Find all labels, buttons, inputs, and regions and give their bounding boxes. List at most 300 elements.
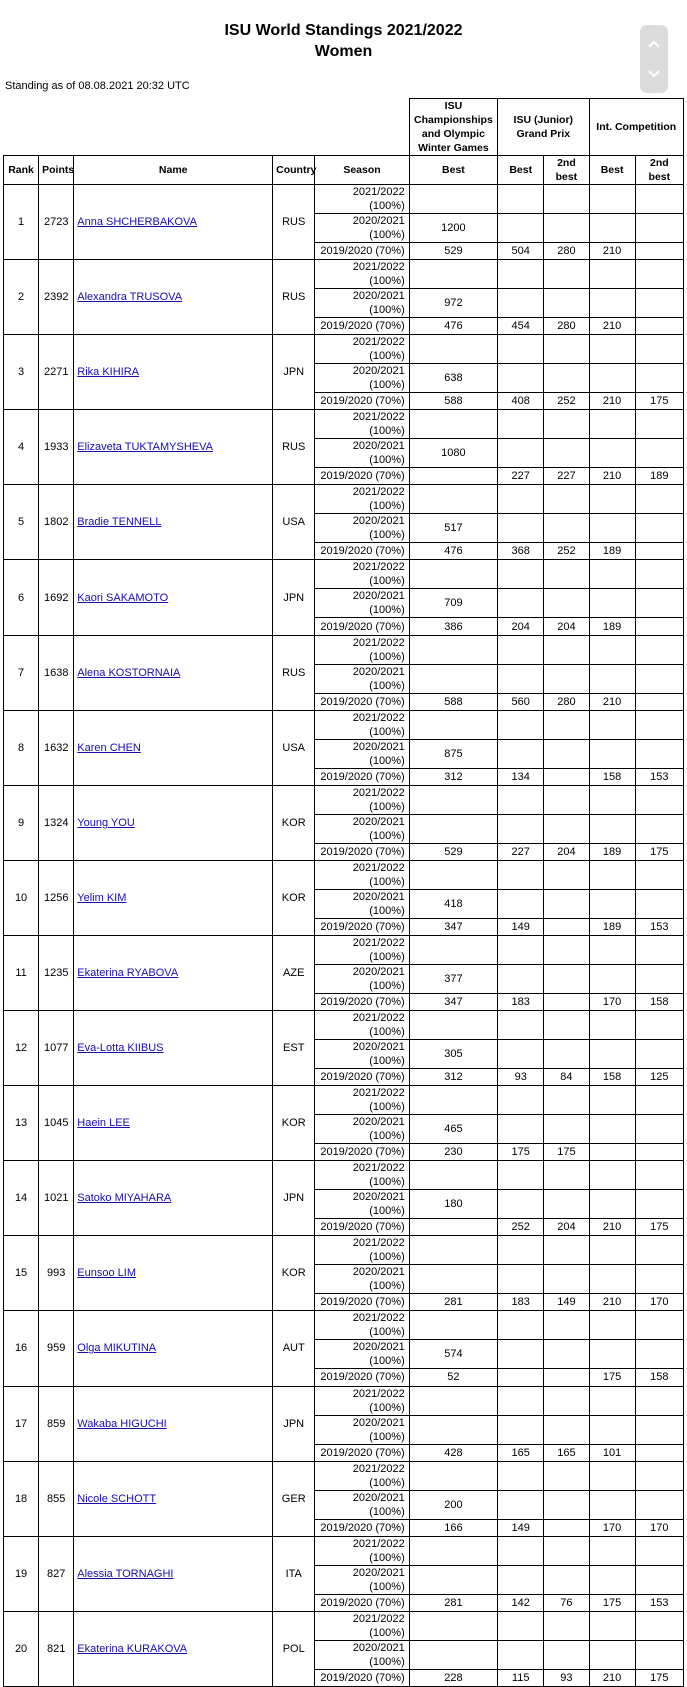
name-cell[interactable] <box>74 635 273 710</box>
season-cell: 2019/2020 (70%) <box>315 1594 409 1611</box>
name-cell[interactable] <box>74 1461 273 1536</box>
ic-best-cell <box>589 439 635 468</box>
name-cell[interactable] <box>74 935 273 1010</box>
header-points: Points <box>39 156 74 185</box>
table-row <box>4 1086 684 1115</box>
gp-2nd-cell: 280 <box>544 318 589 335</box>
ic-best-cell <box>589 785 635 814</box>
champ-best-cell: 347 <box>409 918 497 935</box>
table-row <box>4 1536 684 1565</box>
skater-name-link[interactable]: Elizaveta TUKTAMYSHEVA <box>77 441 213 454</box>
gp-2nd-cell <box>544 993 589 1010</box>
ic-2nd-cell: 170 <box>635 1519 683 1536</box>
champ-best-cell <box>409 1086 497 1115</box>
gp-2nd-cell <box>544 1236 589 1265</box>
points-cell: 1021 <box>39 1161 74 1236</box>
rank-cell: 6 <box>4 560 39 635</box>
champ-best-cell <box>409 185 497 214</box>
skater-name-link[interactable]: Wakaba HIGUCHI <box>77 1417 167 1430</box>
skater-name-link[interactable]: Rika KIHIRA <box>77 366 140 379</box>
champ-best-cell <box>409 1461 497 1490</box>
ic-2nd-cell <box>635 1340 683 1369</box>
skater-name-link[interactable]: Anna SHCHERBAKOVA <box>77 216 197 229</box>
name-cell[interactable] <box>74 1086 273 1161</box>
gp-2nd-cell <box>544 1461 589 1490</box>
country-cell: JPN <box>273 1161 315 1236</box>
gp-2nd-cell <box>544 1386 589 1415</box>
rank-cell: 20 <box>4 1611 39 1686</box>
ic-best-cell: 189 <box>589 843 635 860</box>
ic-2nd-cell <box>635 560 683 589</box>
gp-2nd-cell <box>544 335 589 364</box>
gp-best-cell <box>498 814 544 843</box>
skater-name-link[interactable]: Olga MIKUTINA <box>77 1342 157 1355</box>
ic-2nd-cell <box>635 814 683 843</box>
gp-2nd-cell <box>544 1161 589 1190</box>
champ-best-cell: 180 <box>409 1190 497 1219</box>
points-cell: 2392 <box>39 260 74 335</box>
header-season: Season <box>315 156 409 185</box>
champ-best-cell: 200 <box>409 1490 497 1519</box>
gp-2nd-cell <box>544 1415 589 1444</box>
gp-2nd-cell: 165 <box>544 1444 589 1461</box>
country-cell: USA <box>273 710 315 785</box>
ic-2nd-cell <box>635 1115 683 1144</box>
ic-best-cell: 210 <box>589 693 635 710</box>
ic-2nd-cell: 125 <box>635 1069 683 1086</box>
ic-2nd-cell <box>635 1311 683 1340</box>
season-cell: 2020/2021 (100%) <box>315 1490 409 1519</box>
gp-best-cell <box>498 364 544 393</box>
gp-2nd-cell: 84 <box>544 1069 589 1086</box>
ic-2nd-cell <box>635 1444 683 1461</box>
gp-best-cell: 165 <box>498 1444 544 1461</box>
ic-2nd-cell <box>635 1536 683 1565</box>
season-cell: 2021/2022 (100%) <box>315 260 409 289</box>
gp-2nd-cell <box>544 1369 589 1386</box>
ic-2nd-cell <box>635 1490 683 1519</box>
name-cell[interactable] <box>74 1011 273 1086</box>
name-cell[interactable] <box>74 1311 273 1386</box>
rank-cell: 14 <box>4 1161 39 1236</box>
gp-2nd-cell: 76 <box>544 1594 589 1611</box>
gp-best-cell <box>498 785 544 814</box>
ic-2nd-cell <box>635 364 683 393</box>
skater-name-link[interactable]: Satoko MIYAHARA <box>77 1192 172 1205</box>
champ-best-cell: 529 <box>409 243 497 260</box>
points-cell: 2271 <box>39 335 74 410</box>
gp-2nd-cell <box>544 710 589 739</box>
season-cell: 2020/2021 (100%) <box>315 439 409 468</box>
rank-cell: 13 <box>4 1086 39 1161</box>
skater-name-link[interactable]: Alexandra TRUSOVA <box>77 291 183 304</box>
ic-2nd-cell <box>635 410 683 439</box>
title-main: ISU World Standings 2021/2022 <box>224 22 463 39</box>
gp-2nd-cell <box>544 1115 589 1144</box>
gp-best-cell: 149 <box>498 1519 544 1536</box>
name-cell[interactable] <box>74 860 273 935</box>
ic-best-cell <box>589 260 635 289</box>
country-cell: JPN <box>273 560 315 635</box>
ic-2nd-cell: 189 <box>635 468 683 485</box>
champ-best-cell: 588 <box>409 693 497 710</box>
ic-best-cell <box>589 514 635 543</box>
rank-cell: 3 <box>4 335 39 410</box>
season-cell: 2020/2021 (100%) <box>315 1640 409 1669</box>
points-cell: 1256 <box>39 860 74 935</box>
gp-best-cell <box>498 889 544 918</box>
rank-cell: 9 <box>4 785 39 860</box>
ic-2nd-cell <box>635 1011 683 1040</box>
champ-best-cell: 52 <box>409 1369 497 1386</box>
gp-best-cell <box>498 1536 544 1565</box>
table-row <box>4 485 684 514</box>
season-cell: 2021/2022 (100%) <box>315 1536 409 1565</box>
points-cell: 993 <box>39 1236 74 1311</box>
ic-2nd-cell <box>635 664 683 693</box>
points-cell: 1692 <box>39 560 74 635</box>
champ-best-cell <box>409 935 497 964</box>
ic-best-cell <box>589 1415 635 1444</box>
country-cell: RUS <box>273 185 315 260</box>
champ-best-cell: 386 <box>409 618 497 635</box>
rank-cell: 11 <box>4 935 39 1010</box>
table-row <box>4 635 684 664</box>
header-championships: ISU Championships and Olympic Winter Games <box>409 99 497 156</box>
ic-best-cell: 158 <box>589 768 635 785</box>
header-ic-best: Best <box>589 156 635 185</box>
season-cell: 2020/2021 (100%) <box>315 364 409 393</box>
gp-best-cell <box>498 1461 544 1490</box>
gp-2nd-cell <box>544 1190 589 1219</box>
gp-best-cell <box>498 289 544 318</box>
champ-best-cell: 465 <box>409 1115 497 1144</box>
skater-name-link[interactable]: Karen CHEN <box>77 741 141 754</box>
rank-cell: 16 <box>4 1311 39 1386</box>
ic-2nd-cell <box>635 289 683 318</box>
points-cell: 821 <box>39 1611 74 1686</box>
skater-name-link[interactable]: Bradie TENNELL <box>77 516 162 529</box>
gp-best-cell <box>498 935 544 964</box>
name-cell[interactable] <box>74 1161 273 1236</box>
rank-cell: 12 <box>4 1011 39 1086</box>
gp-best-cell <box>498 860 544 889</box>
season-cell: 2020/2021 (100%) <box>315 289 409 318</box>
season-cell: 2019/2020 (70%) <box>315 993 409 1010</box>
scroll-widget[interactable] <box>640 25 668 93</box>
gp-2nd-cell <box>544 185 589 214</box>
skater-name-link[interactable]: Kaori SAKAMOTO <box>77 591 169 604</box>
champ-best-cell <box>409 1640 497 1669</box>
name-cell[interactable] <box>74 1236 273 1311</box>
season-cell: 2020/2021 (100%) <box>315 589 409 618</box>
table-row <box>4 1011 684 1040</box>
rank-cell: 8 <box>4 710 39 785</box>
season-cell: 2019/2020 (70%) <box>315 318 409 335</box>
ic-2nd-cell: 175 <box>635 843 683 860</box>
champ-best-cell: 312 <box>409 1069 497 1086</box>
gp-2nd-cell <box>544 889 589 918</box>
season-cell: 2020/2021 (100%) <box>315 964 409 993</box>
gp-best-cell <box>498 1190 544 1219</box>
season-cell: 2021/2022 (100%) <box>315 1086 409 1115</box>
gp-best-cell: 252 <box>498 1219 544 1236</box>
ic-best-cell <box>589 964 635 993</box>
season-cell: 2021/2022 (100%) <box>315 1011 409 1040</box>
gp-2nd-cell <box>544 560 589 589</box>
season-cell: 2019/2020 (70%) <box>315 1444 409 1461</box>
season-cell: 2021/2022 (100%) <box>315 485 409 514</box>
season-cell: 2021/2022 (100%) <box>315 335 409 364</box>
table-row <box>4 1236 684 1265</box>
season-cell: 2021/2022 (100%) <box>315 1311 409 1340</box>
ic-best-cell <box>589 289 635 318</box>
header-int-competition: Int. Competition <box>589 99 684 156</box>
ic-best-cell: 210 <box>589 1669 635 1686</box>
champ-best-cell: 709 <box>409 589 497 618</box>
rank-cell: 18 <box>4 1461 39 1536</box>
gp-best-cell: 183 <box>498 993 544 1010</box>
skater-name-link[interactable]: Ekaterina RYABOVA <box>77 966 179 979</box>
header-column-row <box>4 156 684 185</box>
gp-2nd-cell: 280 <box>544 693 589 710</box>
gp-best-cell: 183 <box>498 1294 544 1311</box>
name-cell[interactable] <box>74 710 273 785</box>
season-cell: 2020/2021 (100%) <box>315 1415 409 1444</box>
season-cell: 2019/2020 (70%) <box>315 768 409 785</box>
ic-2nd-cell <box>635 514 683 543</box>
name-cell[interactable] <box>74 1386 273 1461</box>
standing-note: Standing as of 08.08.2021 20:32 UTC <box>5 80 190 92</box>
gp-best-cell: 560 <box>498 693 544 710</box>
gp-best-cell <box>498 1340 544 1369</box>
name-cell[interactable] <box>74 485 273 560</box>
gp-2nd-cell: 227 <box>544 468 589 485</box>
name-cell[interactable] <box>74 1536 273 1611</box>
champ-best-cell <box>409 260 497 289</box>
ic-2nd-cell: 170 <box>635 1294 683 1311</box>
ic-best-cell: 189 <box>589 618 635 635</box>
points-cell: 827 <box>39 1536 74 1611</box>
gp-2nd-cell <box>544 1340 589 1369</box>
gp-best-cell <box>498 1611 544 1640</box>
ic-2nd-cell <box>635 439 683 468</box>
table-row <box>4 710 684 739</box>
champ-best-cell: 347 <box>409 993 497 1010</box>
points-cell: 1638 <box>39 635 74 710</box>
champ-best-cell <box>409 1611 497 1640</box>
ic-best-cell: 101 <box>589 1444 635 1461</box>
season-cell: 2021/2022 (100%) <box>315 785 409 814</box>
ic-2nd-cell <box>635 635 683 664</box>
ic-2nd-cell <box>635 185 683 214</box>
skater-name-link[interactable]: Yelim KIM <box>77 891 127 904</box>
ic-best-cell <box>589 185 635 214</box>
gp-best-cell <box>498 410 544 439</box>
rank-cell: 5 <box>4 485 39 560</box>
season-cell: 2021/2022 (100%) <box>315 860 409 889</box>
name-cell[interactable] <box>74 260 273 335</box>
gp-2nd-cell <box>544 485 589 514</box>
champ-best-cell <box>409 1011 497 1040</box>
name-cell[interactable] <box>74 410 273 485</box>
ic-2nd-cell <box>635 1236 683 1265</box>
country-cell: EST <box>273 1011 315 1086</box>
header-gp-best: Best <box>498 156 544 185</box>
gp-best-cell: 142 <box>498 1594 544 1611</box>
rank-cell: 15 <box>4 1236 39 1311</box>
champ-best-cell: 428 <box>409 1444 497 1461</box>
gp-2nd-cell <box>544 1611 589 1640</box>
skater-name-link[interactable]: Ekaterina KURAKOVA <box>77 1642 188 1655</box>
champ-best-cell: 875 <box>409 739 497 768</box>
country-cell: POL <box>273 1611 315 1686</box>
season-cell: 2020/2021 (100%) <box>315 1115 409 1144</box>
name-cell[interactable] <box>74 785 273 860</box>
name-cell[interactable] <box>74 335 273 410</box>
gp-best-cell <box>498 1265 544 1294</box>
table-row <box>4 1311 684 1340</box>
season-cell: 2019/2020 (70%) <box>315 1069 409 1086</box>
ic-best-cell <box>589 1311 635 1340</box>
country-cell: GER <box>273 1461 315 1536</box>
season-cell: 2020/2021 (100%) <box>315 1340 409 1369</box>
ic-2nd-cell: 153 <box>635 918 683 935</box>
champ-best-cell: 476 <box>409 543 497 560</box>
points-cell: 1632 <box>39 710 74 785</box>
gp-best-cell: 368 <box>498 543 544 560</box>
season-cell: 2020/2021 (100%) <box>315 664 409 693</box>
gp-best-cell: 204 <box>498 618 544 635</box>
skater-name-link[interactable]: Nicole SCHOTT <box>77 1492 157 1505</box>
header-gp-2nd: 2nd best <box>544 156 589 185</box>
ic-best-cell <box>589 560 635 589</box>
gp-2nd-cell <box>544 785 589 814</box>
season-cell: 2020/2021 (100%) <box>315 1040 409 1069</box>
ic-2nd-cell <box>635 1640 683 1669</box>
ic-2nd-cell <box>635 1161 683 1190</box>
ic-2nd-cell: 158 <box>635 993 683 1010</box>
gp-best-cell: 175 <box>498 1144 544 1161</box>
country-cell: ITA <box>273 1536 315 1611</box>
ic-best-cell <box>589 1461 635 1490</box>
season-cell: 2021/2022 (100%) <box>315 935 409 964</box>
gp-best-cell <box>498 664 544 693</box>
champ-best-cell <box>409 814 497 843</box>
ic-best-cell: 175 <box>589 1369 635 1386</box>
champ-best-cell <box>409 1386 497 1415</box>
gp-best-cell <box>498 1415 544 1444</box>
season-cell: 2021/2022 (100%) <box>315 560 409 589</box>
gp-2nd-cell <box>544 664 589 693</box>
gp-best-cell <box>498 964 544 993</box>
table-row <box>4 1461 684 1490</box>
gp-best-cell <box>498 1115 544 1144</box>
standings-table <box>3 98 684 1687</box>
gp-2nd-cell: 204 <box>544 618 589 635</box>
season-cell: 2020/2021 (100%) <box>315 1565 409 1594</box>
gp-best-cell: 227 <box>498 468 544 485</box>
ic-best-cell: 170 <box>589 1519 635 1536</box>
gp-2nd-cell <box>544 1011 589 1040</box>
chevron-down-icon[interactable] <box>640 59 668 89</box>
skater-name-link[interactable]: Alena KOSTORNAIA <box>77 666 181 679</box>
skater-name-link[interactable]: Haein LEE <box>77 1117 130 1130</box>
gp-2nd-cell <box>544 1086 589 1115</box>
gp-2nd-cell <box>544 635 589 664</box>
champ-best-cell <box>409 410 497 439</box>
champ-best-cell <box>409 1161 497 1190</box>
standings-body <box>4 185 684 1687</box>
ic-best-cell <box>589 664 635 693</box>
rank-cell: 19 <box>4 1536 39 1611</box>
points-cell: 959 <box>39 1311 74 1386</box>
table-row <box>4 860 684 889</box>
header-country: Country <box>273 156 315 185</box>
season-cell: 2020/2021 (100%) <box>315 739 409 768</box>
ic-2nd-cell <box>635 1461 683 1490</box>
ic-best-cell <box>589 1640 635 1669</box>
gp-2nd-cell <box>544 1040 589 1069</box>
table-row <box>4 935 684 964</box>
ic-best-cell <box>589 1265 635 1294</box>
season-cell: 2021/2022 (100%) <box>315 185 409 214</box>
ic-2nd-cell: 175 <box>635 1219 683 1236</box>
gp-best-cell <box>498 185 544 214</box>
gp-2nd-cell <box>544 1536 589 1565</box>
season-cell: 2019/2020 (70%) <box>315 843 409 860</box>
gp-2nd-cell: 175 <box>544 1144 589 1161</box>
skater-name-link[interactable]: Eva-Lotta KIIBUS <box>77 1042 164 1055</box>
champ-best-cell: 230 <box>409 1144 497 1161</box>
gp-2nd-cell <box>544 260 589 289</box>
points-cell: 855 <box>39 1461 74 1536</box>
ic-2nd-cell <box>635 1611 683 1640</box>
skater-name-link[interactable]: Eunsoo LIM <box>77 1267 136 1280</box>
gp-best-cell <box>498 710 544 739</box>
rank-cell: 2 <box>4 260 39 335</box>
season-cell: 2019/2020 (70%) <box>315 1669 409 1686</box>
gp-2nd-cell <box>544 364 589 393</box>
chevron-up-icon[interactable] <box>640 29 668 59</box>
gp-best-cell <box>498 214 544 243</box>
ic-best-cell <box>589 1190 635 1219</box>
gp-2nd-cell <box>544 1519 589 1536</box>
ic-best-cell <box>589 589 635 618</box>
name-cell[interactable] <box>74 185 273 260</box>
champ-best-cell <box>409 560 497 589</box>
skater-name-link[interactable]: Young YOU <box>77 816 135 829</box>
ic-2nd-cell <box>635 1190 683 1219</box>
name-cell[interactable] <box>74 560 273 635</box>
gp-2nd-cell <box>544 860 589 889</box>
name-cell[interactable] <box>74 1611 273 1686</box>
gp-best-cell <box>498 739 544 768</box>
season-cell: 2019/2020 (70%) <box>315 1294 409 1311</box>
ic-2nd-cell: 158 <box>635 1369 683 1386</box>
country-cell: KOR <box>273 785 315 860</box>
gp-best-cell <box>498 1386 544 1415</box>
gp-best-cell <box>498 1640 544 1669</box>
ic-2nd-cell <box>635 860 683 889</box>
season-cell: 2019/2020 (70%) <box>315 618 409 635</box>
table-row <box>4 185 684 214</box>
season-cell: 2020/2021 (100%) <box>315 889 409 918</box>
gp-best-cell: 115 <box>498 1669 544 1686</box>
skater-name-link[interactable]: Alessia TORNAGHI <box>77 1567 174 1580</box>
champ-best-cell: 972 <box>409 289 497 318</box>
points-cell: 1077 <box>39 1011 74 1086</box>
